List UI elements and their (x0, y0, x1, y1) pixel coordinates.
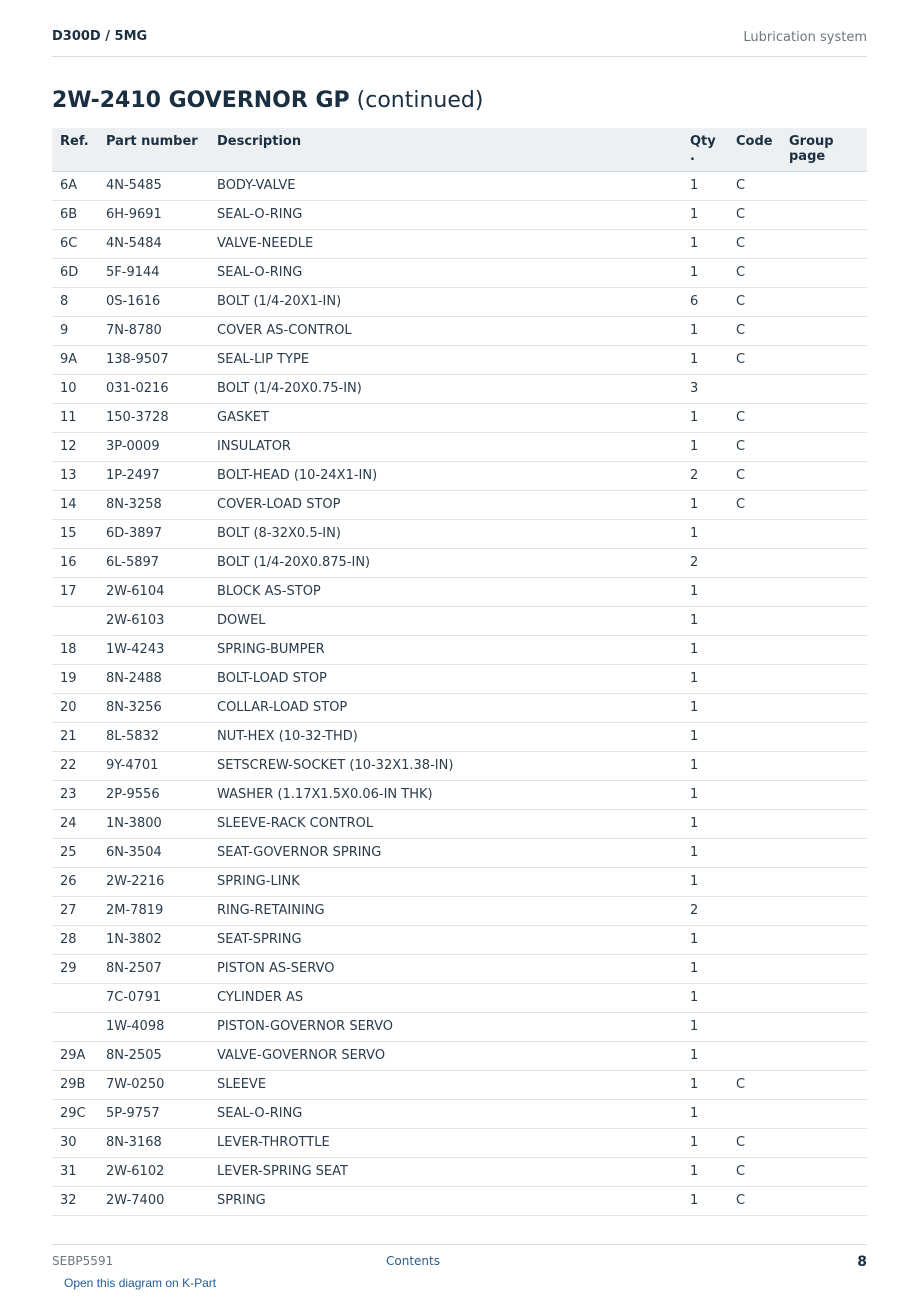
header-qty-line2: . (690, 149, 695, 164)
qty-cell: 1 (690, 171, 728, 200)
ref-cell (52, 1012, 98, 1041)
table-row (52, 490, 867, 519)
qty-cell: 1 (690, 635, 728, 664)
description-cell: BOLT-HEAD (10-24X1-IN) (209, 461, 690, 490)
ref-cell: 31 (52, 1157, 98, 1186)
qty-cell: 1 (690, 606, 728, 635)
table-row (52, 432, 867, 461)
table-row (52, 1070, 867, 1099)
group-page-cell (781, 780, 867, 809)
code-cell (728, 867, 781, 896)
table-row (52, 229, 867, 258)
qty-cell: 1 (690, 345, 728, 374)
ref-cell: 17 (52, 577, 98, 606)
description-cell: SEAL-O-RING (209, 1099, 690, 1128)
qty-cell: 1 (690, 838, 728, 867)
group-page-cell (781, 1128, 867, 1157)
header-qty-line1: Qty (690, 134, 716, 149)
group-page-cell (781, 577, 867, 606)
part-number-cell: 1N-3800 (98, 809, 209, 838)
table-row (52, 316, 867, 345)
code-cell: C (728, 316, 781, 345)
code-cell (728, 838, 781, 867)
table-row (52, 403, 867, 432)
table-row (52, 1012, 867, 1041)
code-cell (728, 577, 781, 606)
description-cell: VALVE-GOVERNOR SERVO (209, 1041, 690, 1070)
description-cell: COLLAR-LOAD STOP (209, 693, 690, 722)
part-number-cell: 4N-5485 (98, 171, 209, 200)
qty-cell: 1 (690, 693, 728, 722)
group-page-cell (781, 229, 867, 258)
qty-cell: 1 (690, 432, 728, 461)
description-cell: LEVER-THROTTLE (209, 1128, 690, 1157)
description-cell: SPRING-BUMPER (209, 635, 690, 664)
part-number-cell: 138-9507 (98, 345, 209, 374)
code-cell: C (728, 200, 781, 229)
part-number-cell: 031-0216 (98, 374, 209, 403)
qty-cell: 1 (690, 751, 728, 780)
page-footer (52, 1244, 867, 1275)
page-header (52, 0, 867, 57)
ref-cell: 8 (52, 287, 98, 316)
ref-cell: 12 (52, 432, 98, 461)
group-page-cell (781, 316, 867, 345)
description-cell: VALVE-NEEDLE (209, 229, 690, 258)
description-cell: COVER AS-CONTROL (209, 316, 690, 345)
code-cell: C (728, 403, 781, 432)
description-cell: BOLT-LOAD STOP (209, 664, 690, 693)
table-row (52, 809, 867, 838)
description-cell: LEVER-SPRING SEAT (209, 1157, 690, 1186)
code-cell (728, 635, 781, 664)
table-row (52, 838, 867, 867)
qty-cell: 1 (690, 1128, 728, 1157)
description-cell: BLOCK AS-STOP (209, 577, 690, 606)
ref-cell: 20 (52, 693, 98, 722)
part-number-cell: 8N-3258 (98, 490, 209, 519)
table-row (52, 751, 867, 780)
description-cell: BOLT (1/4-20X1-IN) (209, 287, 690, 316)
part-number-cell: 2P-9556 (98, 780, 209, 809)
qty-cell: 1 (690, 780, 728, 809)
table-row (52, 345, 867, 374)
part-number-cell: 7C-0791 (98, 983, 209, 1012)
description-cell: PISTON-GOVERNOR SERVO (209, 1012, 690, 1041)
qty-cell: 1 (690, 229, 728, 258)
ref-cell: 23 (52, 780, 98, 809)
description-cell: CYLINDER AS (209, 983, 690, 1012)
qty-cell: 1 (690, 954, 728, 983)
table-row (52, 606, 867, 635)
part-number-cell: 6H-9691 (98, 200, 209, 229)
contents-link[interactable]: Contents (386, 1254, 440, 1268)
description-cell: INSULATOR (209, 432, 690, 461)
description-cell: BODY-VALVE (209, 171, 690, 200)
code-cell (728, 954, 781, 983)
qty-cell: 1 (690, 258, 728, 287)
group-page-cell (781, 954, 867, 983)
description-cell: COVER-LOAD STOP (209, 490, 690, 519)
group-page-cell (781, 1186, 867, 1215)
table-header-row (52, 128, 867, 171)
description-cell: SPRING (209, 1186, 690, 1215)
header-group-line1: Group (789, 134, 834, 149)
description-cell: RING-RETAINING (209, 896, 690, 925)
part-number-cell: 1N-3802 (98, 925, 209, 954)
description-cell: NUT-HEX (10-32-THD) (209, 722, 690, 751)
ref-cell: 6A (52, 171, 98, 200)
qty-cell: 1 (690, 664, 728, 693)
table-row (52, 693, 867, 722)
code-cell (728, 925, 781, 954)
ref-cell: 27 (52, 896, 98, 925)
part-number-cell: 3P-0009 (98, 432, 209, 461)
group-page-cell (781, 200, 867, 229)
ref-cell: 32 (52, 1186, 98, 1215)
ref-cell: 15 (52, 519, 98, 548)
code-cell (728, 664, 781, 693)
code-cell (728, 1099, 781, 1128)
qty-cell: 1 (690, 1012, 728, 1041)
code-cell: C (728, 432, 781, 461)
part-number-cell: 8L-5832 (98, 722, 209, 751)
group-page-cell (781, 490, 867, 519)
part-number-cell: 1W-4243 (98, 635, 209, 664)
code-cell: C (728, 287, 781, 316)
table-row (52, 1186, 867, 1215)
ref-cell: 29A (52, 1041, 98, 1070)
description-cell: SLEEVE-RACK CONTROL (209, 809, 690, 838)
table-row (52, 461, 867, 490)
ref-cell: 6B (52, 200, 98, 229)
ref-cell: 13 (52, 461, 98, 490)
header-part-number: Part number (98, 128, 209, 171)
description-cell: SETSCREW-SOCKET (10-32X1.38-IN) (209, 751, 690, 780)
group-page-cell (781, 461, 867, 490)
part-number-cell: 2W-6102 (98, 1157, 209, 1186)
ref-cell: 25 (52, 838, 98, 867)
qty-cell: 1 (690, 983, 728, 1012)
description-cell: SEAL-O-RING (209, 200, 690, 229)
ref-cell: 11 (52, 403, 98, 432)
group-page-cell (781, 606, 867, 635)
ref-cell (52, 983, 98, 1012)
qty-cell: 2 (690, 461, 728, 490)
ref-cell: 30 (52, 1128, 98, 1157)
group-page-cell (781, 838, 867, 867)
group-page-cell (781, 896, 867, 925)
qty-cell: 1 (690, 1099, 728, 1128)
group-page-cell (781, 1041, 867, 1070)
ref-cell: 26 (52, 867, 98, 896)
header-qty (690, 128, 728, 171)
table-row (52, 374, 867, 403)
qty-cell: 2 (690, 896, 728, 925)
ref-cell: 22 (52, 751, 98, 780)
part-number-cell: 5F-9144 (98, 258, 209, 287)
part-number-cell: 150-3728 (98, 403, 209, 432)
code-cell: C (728, 171, 781, 200)
part-number-cell: 6D-3897 (98, 519, 209, 548)
description-cell: SEAT-GOVERNOR SPRING (209, 838, 690, 867)
code-cell: C (728, 229, 781, 258)
ref-cell: 10 (52, 374, 98, 403)
group-page-cell (781, 722, 867, 751)
group-page-cell (781, 664, 867, 693)
part-number-cell: 8N-2507 (98, 954, 209, 983)
group-page-cell (781, 1070, 867, 1099)
code-cell: C (728, 1157, 781, 1186)
table-row (52, 867, 867, 896)
qty-cell: 1 (690, 490, 728, 519)
code-cell (728, 809, 781, 838)
header-code: Code (728, 128, 781, 171)
table-row (52, 722, 867, 751)
group-page-cell (781, 867, 867, 896)
group-page-cell (781, 751, 867, 780)
group-page-cell (781, 345, 867, 374)
part-number-cell: 2W-7400 (98, 1186, 209, 1215)
group-page-cell (781, 548, 867, 577)
description-cell: BOLT (1/4-20X0.75-IN) (209, 374, 690, 403)
title-suffix: (continued) (356, 88, 484, 113)
model-label: D300D / 5MG (52, 29, 148, 44)
qty-cell: 1 (690, 403, 728, 432)
ref-cell: 24 (52, 809, 98, 838)
part-number-cell: 2W-6103 (98, 606, 209, 635)
group-page-cell (781, 171, 867, 200)
table-row (52, 577, 867, 606)
ref-cell: 28 (52, 925, 98, 954)
code-cell (728, 693, 781, 722)
part-number-cell: 0S-1616 (98, 287, 209, 316)
group-page-cell (781, 1099, 867, 1128)
code-cell (728, 896, 781, 925)
code-cell (728, 983, 781, 1012)
section-label: Lubrication system (743, 30, 867, 45)
table-row (52, 780, 867, 809)
part-number-cell: 8N-2505 (98, 1041, 209, 1070)
ref-cell: 18 (52, 635, 98, 664)
table-row (52, 200, 867, 229)
code-cell: C (728, 1186, 781, 1215)
qty-cell: 1 (690, 316, 728, 345)
description-cell: BOLT (1/4-20X0.875-IN) (209, 548, 690, 577)
part-number-cell: 8N-2488 (98, 664, 209, 693)
ref-cell: 29 (52, 954, 98, 983)
ref-cell: 19 (52, 664, 98, 693)
description-cell: SPRING-LINK (209, 867, 690, 896)
qty-cell: 1 (690, 925, 728, 954)
code-cell (728, 1012, 781, 1041)
code-cell: C (728, 258, 781, 287)
qty-cell: 1 (690, 200, 728, 229)
table-row (52, 664, 867, 693)
code-cell: C (728, 461, 781, 490)
part-number-cell: 2M-7819 (98, 896, 209, 925)
code-cell (728, 606, 781, 635)
code-cell: C (728, 345, 781, 374)
qty-cell: 3 (690, 374, 728, 403)
part-number-cell: 9Y-4701 (98, 751, 209, 780)
qty-cell: 1 (690, 577, 728, 606)
group-page-cell (781, 374, 867, 403)
ref-cell: 9 (52, 316, 98, 345)
code-cell (728, 780, 781, 809)
description-cell: GASKET (209, 403, 690, 432)
header-description: Description (209, 128, 690, 171)
code-cell (728, 519, 781, 548)
part-number-cell: 8N-3256 (98, 693, 209, 722)
part-number-cell: 6N-3504 (98, 838, 209, 867)
description-cell: SEAT-SPRING (209, 925, 690, 954)
part-number-cell: 5P-9757 (98, 1099, 209, 1128)
group-page-cell (781, 403, 867, 432)
parts-table (52, 128, 867, 1216)
group-page-cell (781, 1157, 867, 1186)
group-page-cell (781, 925, 867, 954)
table-row (52, 171, 867, 200)
ref-cell: 29B (52, 1070, 98, 1099)
ref-cell: 29C (52, 1099, 98, 1128)
qty-cell: 1 (690, 1041, 728, 1070)
part-number-cell: 4N-5484 (98, 229, 209, 258)
group-page-cell (781, 287, 867, 316)
description-cell: BOLT (8-32X0.5-IN) (209, 519, 690, 548)
code-cell (728, 751, 781, 780)
header-ref: Ref. (52, 128, 98, 171)
qty-cell: 1 (690, 519, 728, 548)
part-number-cell: 1W-4098 (98, 1012, 209, 1041)
header-group-page (781, 128, 867, 171)
description-cell: SLEEVE (209, 1070, 690, 1099)
page-title (52, 88, 483, 113)
code-cell: C (728, 1128, 781, 1157)
code-cell (728, 374, 781, 403)
part-number-cell: 6L-5897 (98, 548, 209, 577)
part-number-cell: 2W-2216 (98, 867, 209, 896)
description-cell: PISTON AS-SERVO (209, 954, 690, 983)
part-number-cell: 7W-0250 (98, 1070, 209, 1099)
ref-cell: 6C (52, 229, 98, 258)
part-number-cell: 8N-3168 (98, 1128, 209, 1157)
ref-cell: 6D (52, 258, 98, 287)
group-page-cell (781, 635, 867, 664)
ref-cell (52, 606, 98, 635)
ref-cell: 14 (52, 490, 98, 519)
table-row (52, 896, 867, 925)
table-row (52, 954, 867, 983)
description-cell: SEAL-O-RING (209, 258, 690, 287)
qty-cell: 1 (690, 1070, 728, 1099)
qty-cell: 1 (690, 1157, 728, 1186)
ref-cell: 16 (52, 548, 98, 577)
group-page-cell (781, 983, 867, 1012)
group-page-cell (781, 432, 867, 461)
table-row (52, 1128, 867, 1157)
part-number-cell: 7N-8780 (98, 316, 209, 345)
part-number-cell: 1P-2497 (98, 461, 209, 490)
table-row (52, 1157, 867, 1186)
table-row (52, 258, 867, 287)
group-page-cell (781, 519, 867, 548)
table-row (52, 287, 867, 316)
table-row (52, 519, 867, 548)
table-row (52, 548, 867, 577)
group-page-cell (781, 1012, 867, 1041)
qty-cell: 6 (690, 287, 728, 316)
table-row (52, 983, 867, 1012)
group-page-cell (781, 693, 867, 722)
qty-cell: 1 (690, 1186, 728, 1215)
qty-cell: 1 (690, 867, 728, 896)
table-row (52, 635, 867, 664)
description-cell: SEAL-LIP TYPE (209, 345, 690, 374)
table-row (52, 1041, 867, 1070)
page-number: 8 (857, 1254, 867, 1270)
group-page-cell (781, 258, 867, 287)
open-diagram-link[interactable]: Open this diagram on K-Part (64, 1276, 217, 1290)
description-cell: WASHER (1.17X1.5X0.06-IN THK) (209, 780, 690, 809)
description-cell: DOWEL (209, 606, 690, 635)
code-cell (728, 548, 781, 577)
code-cell: C (728, 490, 781, 519)
qty-cell: 2 (690, 548, 728, 577)
code-cell: C (728, 1070, 781, 1099)
group-page-cell (781, 809, 867, 838)
qty-cell: 1 (690, 722, 728, 751)
header-group-line2: page (789, 149, 826, 164)
part-number-cell: 2W-6104 (98, 577, 209, 606)
qty-cell: 1 (690, 809, 728, 838)
code-cell (728, 1041, 781, 1070)
code-cell (728, 722, 781, 751)
doc-number: SEBP5591 (52, 1254, 114, 1268)
ref-cell: 9A (52, 345, 98, 374)
title-main: 2W-2410 GOVERNOR GP (52, 88, 350, 113)
ref-cell: 21 (52, 722, 98, 751)
table-row (52, 925, 867, 954)
table-row (52, 1099, 867, 1128)
